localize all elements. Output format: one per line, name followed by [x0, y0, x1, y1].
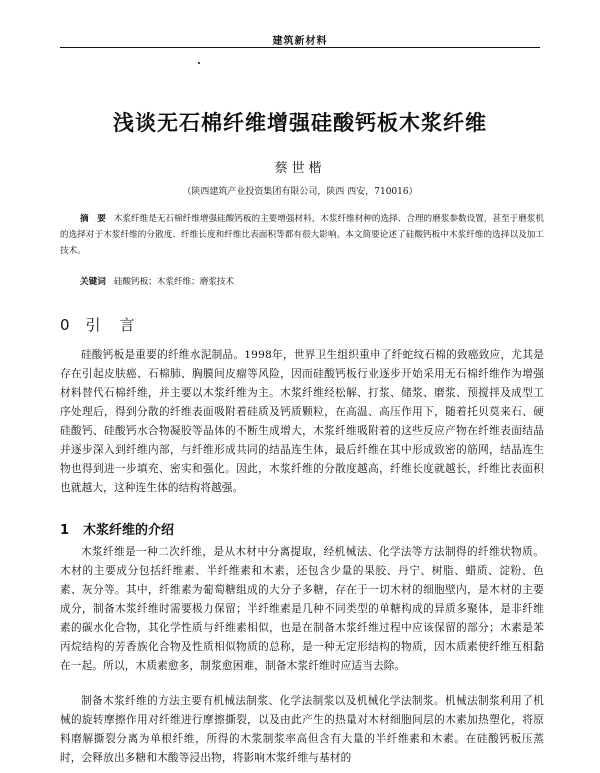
abstract-text: 木浆纤维是无石棉纤维增强硅酸钙板的主要增强材料，木浆纤维材种的选择、合理的磨浆参数设置，甚至于磨浆机的选择对于木浆纤维的分散度、纤维长度和纤维比表面积等都有很大影响。本文简要论述了硅酸钙板中木浆纤维的选择以及加工技术。	[60, 214, 544, 256]
abstract-label: 摘 要	[80, 214, 106, 224]
section-number: 1	[60, 523, 70, 538]
keywords-label: 关键词	[80, 277, 106, 287]
section-title: 木浆纤维的介绍	[83, 523, 175, 538]
body-paragraph: 硅酸钙板是重要的纤维水泥制品。1998年，世界卫生组织重申了纤蛇纹石棉的致癌致应，尤其是存在引起皮肤癌、石棉肺、胸膜间皮瘤等风险，因而硅酸钙板行业逐步开始采用无石棉纤维作为增强材料替代石棉纤维，并主要以木浆纤维为主。木浆纤维经松解、打浆、储浆、磨浆、预搅拌及成型工序处理后，得到分散的纤维表面吸附着硅质及钙质颗粒，在高温、高压作用下，随着托贝莫来石、硬硅酸钙、硅酸钙水合物凝胶等晶体的不断生成增大，木浆纤维吸附着的这些反应产物在纤维表面结晶并逐步深入到纤维内部，与纤维形成共同的结晶连生体，最后纤维在其中形成致密的筋网，结晶连生物也得到进一步填充、密实和强化。因此，木浆纤维的分散度越高，纤维长度就越长，纤维比表面积也就越大，这种连生体的结构将越强。	[60, 349, 544, 494]
running-head: 建筑新材料	[272, 36, 328, 47]
header-rule	[60, 47, 540, 48]
abstract	[60, 211, 544, 259]
keywords-text: 硅酸钙板；木浆纤维；磨浆技术	[113, 277, 235, 287]
section-title: 引 言	[85, 316, 137, 334]
section-number: 0	[60, 316, 72, 334]
keywords	[80, 274, 544, 290]
author-affiliation: （陕西建筑产业投资集团有限公司，陕西 西安，710016）	[182, 187, 418, 197]
section-heading-introduction	[60, 314, 137, 335]
author-name: 蔡世楷	[274, 161, 326, 176]
article-title: 浅谈无石棉纤维增强硅酸钙板木浆纤维	[113, 110, 487, 135]
scan-speck	[198, 62, 200, 64]
section-heading-wood-pulp-fiber	[60, 519, 174, 538]
body-paragraph: 木浆纤维是一种二次纤维，是从木材中分离提取，经机械法、化学法等方法制得的纤维状物质。木材的主要成分包括纤维素、半纤维素和木素，还包含少量的果胶、丹宁、树脂、蜡质、淀粉、色素、灰分等。其中，纤维素为葡萄糖组成的大分子多糖，存在于一切木材的细胞壁内，是木材的主要成分，制备木浆纤维时需要极力保留；半纤维素是几种不同类型的单糖构成的异质多聚体，是非纤维素的碳水化合物，其化学性质与纤维素相似，也是在制备木浆纤维过程中应该保留的部分；木素是苯丙烷结构的芳香族化合物及性质相似物质的总称，是一种无定形结构的物质，因木质素使纤维互相黏在一起。所以，木质素愈多，制浆愈困难，制备木浆纤维时应适当去除。	[60, 546, 544, 672]
body-paragraph: 制备木浆纤维的方法主要有机械法制浆、化学法制浆以及机械化学法制浆。机械法制浆利用了机械的旋转摩擦作用对纤维进行摩擦撕裂，以及由此产生的热量对木材细胞间层的木素加热塑化，将原料磨解撕裂分离为单根纤维，所得的木浆制浆率高但含有大量的半纤维素和木素。在硅酸钙板压蒸时，会释放出多糖和木酸等浸出物，将影响木浆纤维与基材的	[60, 695, 544, 764]
